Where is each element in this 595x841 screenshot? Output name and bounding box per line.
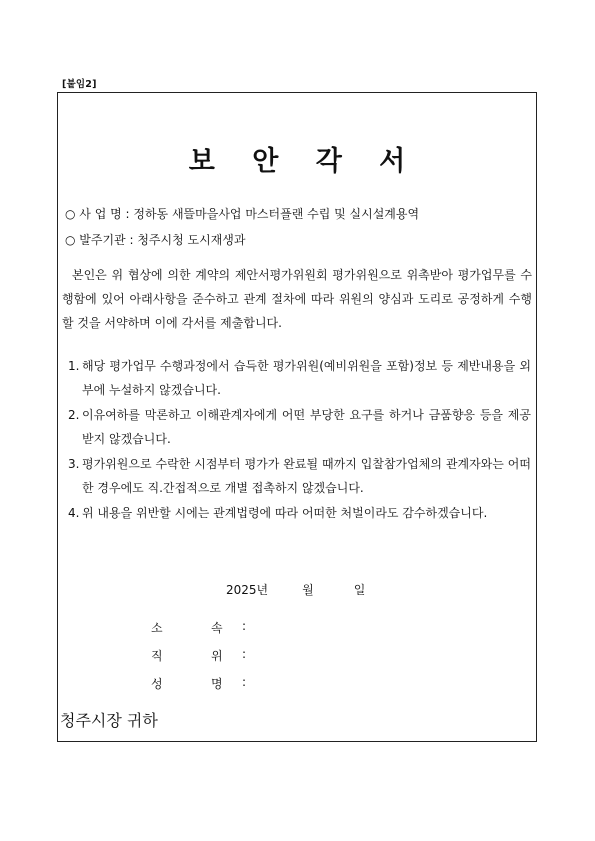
pledge-item	[68, 403, 531, 451]
affiliation-label-1: 소	[151, 621, 163, 635]
attachment-label: [붙임2]	[62, 79, 97, 90]
date-line	[226, 581, 365, 598]
date-month: 월	[302, 583, 314, 597]
pledge-document-frame	[57, 92, 537, 742]
name-colon: :	[242, 675, 247, 689]
pledge-item	[68, 354, 531, 402]
date-day: 일	[353, 583, 366, 597]
date-year: 2025년	[226, 583, 269, 597]
name-label-1: 성	[151, 677, 163, 691]
document-title: 보 안 각 서	[188, 146, 420, 177]
intro-paragraph: 본인은 위 협상에 의한 계약의 제안서평가위원회 평가위원으로 위촉받아 평가업무를 수행함에 있어 아래사항을 준수하고 관계 절차에 따라 위원의 양심과 도리로 공정하게 수행할 것을 서약하며 이에 각서를 제출합니다.	[62, 268, 532, 330]
pledge-item-number: 2.	[68, 408, 80, 422]
pledge-item-text: 해당 평가업무 수행과정에서 습득한 평가위원(예비위원을 포함)정보 등 제반내용을 외부에 누설하지 않겠습니다.	[82, 359, 531, 397]
project-name-line	[65, 205, 419, 222]
position-colon: :	[242, 647, 247, 661]
pledge-item-text: 이유여하를 막론하고 이해관계자에게 어떤 부당한 요구를 하거나 금품향응 등을 제공받지 않겠습니다.	[82, 408, 531, 446]
affiliation-label-2: 속	[211, 621, 223, 635]
pledge-item	[68, 452, 531, 500]
name-label-2: 명	[211, 677, 223, 691]
project-name-value: 정하동 새뜰마을사업 마스터플랜 수립 및 실시설계용역	[133, 207, 420, 221]
pledge-item-text: 평가위원으로 수락한 시점부터 평가가 완료될 때까지 입찰참가업체의 관계자와는 어떠한 경우에도 직.간접적으로 개별 접촉하지 않겠습니다.	[82, 457, 531, 495]
pledge-item	[68, 501, 531, 525]
pledge-item-text: 위 내용을 위반할 시에는 관계법령에 따라 어떠한 처벌이라도 감수하겠습니다.	[82, 506, 488, 520]
project-name-label: ○ 사 업 명 :	[65, 207, 134, 221]
client-line	[65, 231, 245, 248]
addressee: 청주시장 귀하	[60, 711, 158, 730]
pledge-item-number: 3.	[68, 457, 80, 471]
position-label-2: 위	[211, 649, 223, 663]
client-value: 청주시청 도시재생과	[137, 233, 246, 247]
pledge-item-number: 1.	[68, 359, 80, 373]
client-label: ○ 발주기관 :	[65, 233, 138, 247]
pledge-item-number: 4.	[68, 506, 80, 520]
position-label-1: 직	[151, 649, 163, 663]
affiliation-colon: :	[242, 619, 247, 633]
